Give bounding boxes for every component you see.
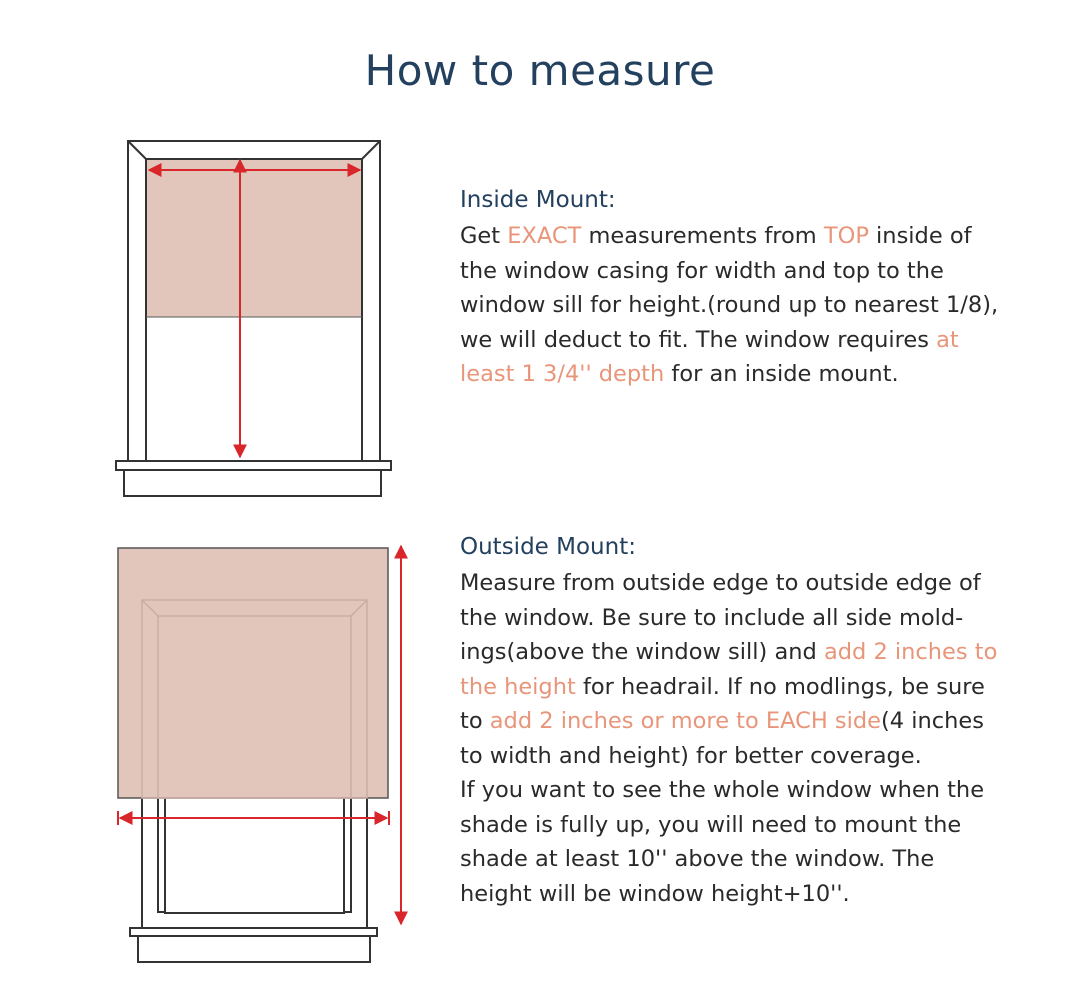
outside-mount-text bbox=[460, 566, 1060, 911]
text-segment: shade is fully up, you will need to mount the bbox=[460, 811, 962, 838]
text-segment: ings(above the window sill) and bbox=[460, 639, 824, 665]
text-line bbox=[460, 877, 1060, 912]
outside-window-sill bbox=[130, 928, 377, 962]
text-segment: height will be window height+10''. bbox=[460, 880, 850, 907]
text-segment: Get bbox=[460, 223, 508, 249]
highlight-text: TOP bbox=[823, 223, 869, 249]
inside-window-sill bbox=[116, 461, 391, 496]
text-segment: the window casing for width and top to the bbox=[460, 257, 944, 284]
text-segment: for headrail. If no modlings, be sure bbox=[575, 673, 985, 700]
inside-shade bbox=[147, 160, 361, 317]
text-line bbox=[460, 808, 1060, 843]
highlight-text: the height bbox=[460, 673, 576, 700]
text-line bbox=[460, 254, 1060, 289]
text-segment: If you want to see the whole window when the bbox=[460, 777, 985, 803]
text-segment: (4 inches bbox=[881, 708, 984, 734]
text-line bbox=[460, 773, 1060, 808]
text-segment: to width and height) for better coverage. bbox=[460, 742, 922, 769]
text-segment: to bbox=[460, 708, 490, 734]
text-segment: shade at least 10'' above the window. The bbox=[460, 846, 935, 872]
text-line bbox=[460, 357, 1060, 392]
text-line bbox=[460, 842, 1060, 877]
inside-mount-text bbox=[460, 219, 1060, 392]
highlight-text: add 2 inches to bbox=[823, 639, 998, 665]
text-segment: measurements from bbox=[581, 223, 824, 249]
text-segment: for an inside mount. bbox=[664, 361, 899, 387]
highlight-text: least 1 3/4'' depth bbox=[460, 361, 665, 387]
text-line bbox=[460, 566, 1060, 601]
text-line bbox=[460, 323, 1060, 358]
text-line bbox=[460, 670, 1060, 705]
text-segment: the window. Be sure to include all side mold- bbox=[460, 604, 964, 631]
text-segment: inside of bbox=[868, 223, 972, 249]
page-title: How to measure bbox=[364, 46, 716, 95]
text-line bbox=[460, 601, 1060, 636]
text-line bbox=[460, 288, 1060, 323]
inside-mount-heading: Inside Mount: bbox=[460, 187, 616, 213]
text-line bbox=[460, 739, 1060, 774]
outside-mount-heading: Outside Mount: bbox=[460, 534, 636, 560]
text-segment: window sill for height.(round up to nearest 1/8), bbox=[460, 292, 999, 318]
highlight-text: add 2 inches or more to EACH side bbox=[489, 708, 882, 734]
text-line bbox=[460, 635, 1060, 670]
text-line bbox=[460, 704, 1060, 739]
text-segment: we will deduct to fit. The window requires bbox=[460, 326, 937, 353]
text-segment: Measure from outside edge to outside edge of bbox=[460, 570, 981, 596]
highlight-text: at bbox=[936, 326, 959, 353]
text-line bbox=[460, 219, 1060, 254]
highlight-text: EXACT bbox=[507, 223, 582, 249]
